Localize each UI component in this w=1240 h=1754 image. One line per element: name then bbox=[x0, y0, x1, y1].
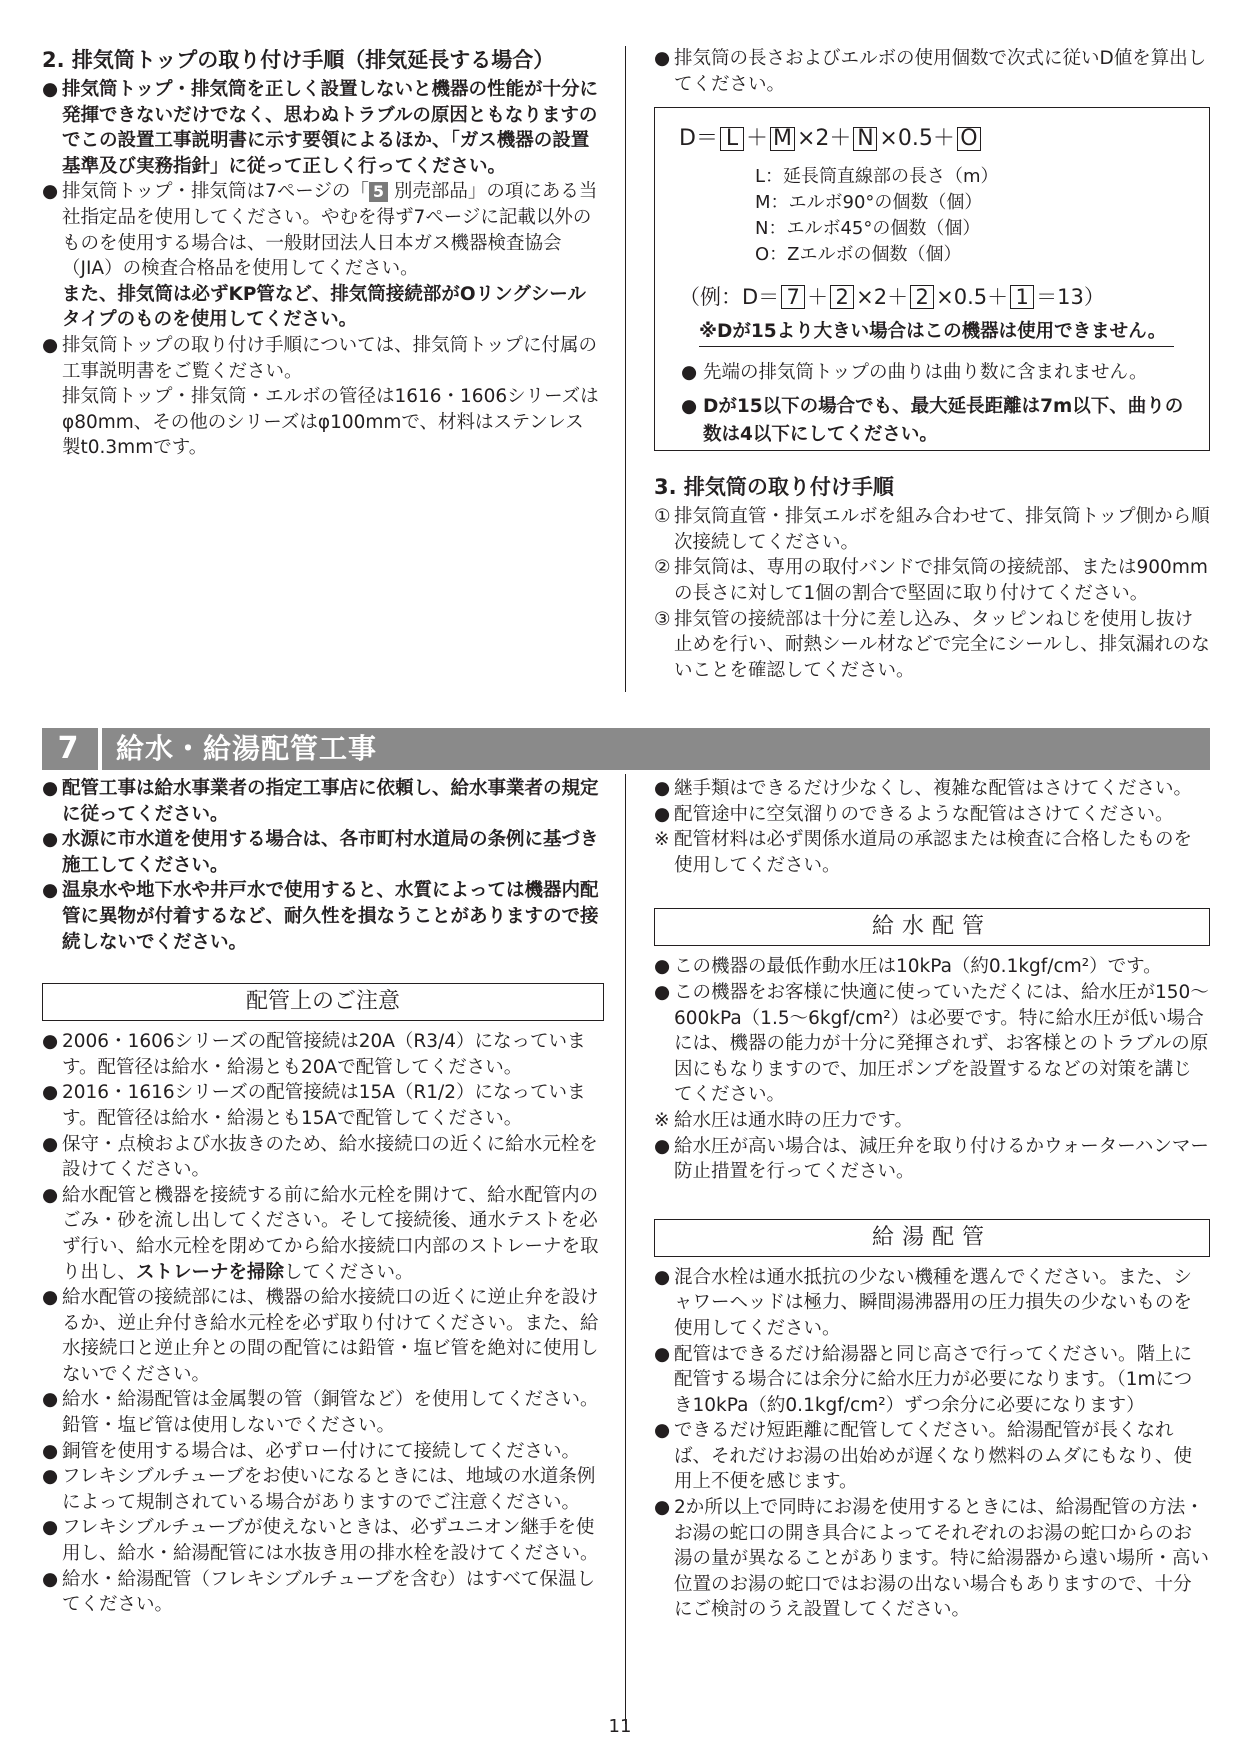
bullet-item: ● 排気筒トップ・排気筒を正しく設置しないと機器の性能が十分に発揮できないだけでなく、思わぬトラブルの原因ともなりますのでこの設置工事説明書に示す要領によるほか、「ガス機器の設置基準及び実務指針」に従って正しく行ってください。 bbox=[42, 79, 598, 177]
general-list bbox=[654, 776, 1210, 878]
bullet-item: ※ 配管材料は必ず関係水道局の承認または検査に合格したものを使用してください。 bbox=[654, 829, 1193, 876]
exhaust-top-section bbox=[42, 46, 602, 461]
m-box: M bbox=[770, 127, 795, 151]
section-7-header bbox=[42, 728, 1210, 770]
bullet-item: ● 排気筒トップの取り付け手順については、排気筒トップに付属の工事説明書をご覧ください。 bbox=[42, 334, 598, 382]
bullet-item: ● 温泉水や地下水や井戸水で使用すると、水質によっては機器内配管に異物が付着するなど、耐久性を損なうことがありますので接続しないでください。 bbox=[42, 880, 599, 953]
piping-notes-left bbox=[42, 776, 604, 1618]
d-limit-warning: ※Dが15より大きい場合はこの機器は使用できません。 bbox=[699, 318, 1174, 347]
section-heading-2: 2. 排気筒トップの取り付け手順（排気延長する場合） bbox=[42, 48, 555, 72]
section-5-badge: 5 bbox=[369, 182, 388, 202]
legend-o: O：Zエルボの個数（個） bbox=[755, 244, 962, 266]
bullet-item: ● この機器をお客様に快適に使っていただくには、給水圧が150〜600kPa（1.5〜6kgf/cm²）は必要です。特に給水圧が低い場合には、機器の能力が十分に発揮されず、お客様とのトラブルの原因にもなりますので、加圧ポンプを設置するなどの対策を講じてください。 bbox=[654, 981, 1209, 1106]
column-divider bbox=[625, 774, 626, 1724]
bullet-item: ● 2006・1606シリーズの配管接続は20A（R3/4）になっています。配管径は給水・給湯とも20Aで配管してください。 bbox=[42, 1031, 586, 1078]
column-divider bbox=[625, 46, 626, 692]
bullet-item: ● 配管はできるだけ給湯器と同じ高さで行ってください。階上に配管する場合には余分に給水圧力が必要になります。（1mにつき10kPa（約0.1kgf/cm²）ずつ余分に必要になります） bbox=[654, 1343, 1193, 1416]
bullet-item: ● フレキシブルチューブをお使いになるときには、地域の水道条例によって規制されている場合がありますのでご注意ください。 bbox=[42, 1466, 596, 1513]
formula-box bbox=[654, 107, 1210, 451]
bullet-item: ● 銅管を使用する場合は、必ずロー付けにて接続してください。 bbox=[42, 1440, 581, 1462]
d-value-formula: D＝ L ＋ M ×2＋ N ×0.5＋ O bbox=[679, 122, 1189, 156]
bullet-item: ● 給水・給湯配管は金属製の管（銅管など）を使用してください。鉛管・塩ビ管は使用しないでください。 bbox=[42, 1389, 599, 1437]
d-value-section bbox=[654, 46, 1210, 683]
legend-m: M：エルボ90°の個数（個） bbox=[755, 192, 983, 214]
steps-list bbox=[654, 504, 1210, 683]
caution-list bbox=[42, 1029, 604, 1183]
section-heading-3: 3. 排気筒の取り付け手順 bbox=[654, 475, 894, 500]
kp-pipe-note: また、排気筒は必ずKP管など、排気筒接続部がOリングシールタイプのものを使用してください。 bbox=[62, 283, 586, 331]
bullet-item: ● Dが15以下の場合でも、最大延長距離は7m以下、曲りの数は4以下にしてください。 bbox=[681, 396, 1184, 446]
l-box: L bbox=[720, 127, 744, 151]
bullet-item: ● 2か所以上で同時にお湯を使用するときには、給湯配管の方法・お湯の蛇口の開き具合によってそれぞれのお湯の蛇口からのお湯の量が異なることがあります。特に給湯器から遠い場所・高い位置のお湯の蛇口ではお湯の出ない場合もありますので、十分にご検討のうえ設置してください。 bbox=[654, 1497, 1210, 1621]
hot-water-title: 給湯配管 bbox=[654, 1219, 1210, 1257]
section-title: 給水・給湯配管工事 bbox=[116, 732, 378, 765]
strainer-item: ● 給水配管と機器を接続する前に給水元栓を開けて、給水配管内のごみ・砂を流し出してください。そして接続後、通水テストを必ず行い、給水元栓を閉めてから給水接続口内部のストレーナを取り出し、ストレーナを掃除してください。 bbox=[42, 1184, 599, 1283]
caution-title: 配管上のご注意 bbox=[42, 983, 604, 1021]
formula-example: （例：D＝ 7 ＋ 2 ×2＋ 2 ×0.5＋ 1 ＝13） bbox=[679, 285, 1105, 310]
bullet-item: ● 水源に市水道を使用する場合は、各市町村水道局の条例に基づき施工してください。 bbox=[42, 829, 599, 876]
bullet-item: ● 保守・点検および水抜きのため、給水接続口の近くに給水元栓を設けてください。 bbox=[42, 1133, 598, 1181]
o-box: O bbox=[957, 127, 981, 151]
bullet-item: ● 継手類はできるだけ少なくし、複雑な配管はさけてください。 bbox=[654, 778, 1193, 799]
bullet-item: ● 2016・1616シリーズの配管接続は15A（R1/2）になっています。配管径は給水・給湯とも15Aで配管してください。 bbox=[42, 1082, 586, 1129]
bullet-item: ※ 給水圧は通水時の圧力です。 bbox=[654, 1109, 914, 1131]
water-supply-list bbox=[654, 954, 1210, 1184]
bullet-item: ● 配管途中に空気溜りのできるような配管はさけてください。 bbox=[654, 803, 1174, 825]
hot-water-list bbox=[654, 1265, 1210, 1623]
bullet-item: ● 先端の排気筒トップの曲りは曲り数に含まれません。 bbox=[681, 362, 1148, 384]
page-number: 11 bbox=[608, 1716, 632, 1737]
piping-notes-right bbox=[654, 776, 1210, 1623]
bullet-item: ● 排気筒トップ・排気筒は7ページの「 5 別売部品」の項にある当社指定品を使用してください。やむを得ず7ページに記載以外のものを使用する場合は、一般財団法人日本ガス機器検査協会（JIA）の検査合格品を使用してください。 bbox=[42, 181, 598, 280]
n-box: N bbox=[853, 127, 877, 151]
bullet-item: ● できるだけ短距離に配管してください。給湯配管が長くなれば、それだけお湯の出始めが遅くなり燃料のムダにもなり、使用上不便を感じます。 bbox=[654, 1420, 1193, 1493]
bold-bullet-list bbox=[42, 776, 604, 955]
legend-n: N：エルボ45°の個数（個） bbox=[755, 218, 981, 240]
step-item: ③ 排気管の接続部は十分に差し込み、タッピンねじを使用し抜け止めを行い、耐熱シール材などで完全にシールし、排気漏れのないことを確認してください。 bbox=[654, 608, 1210, 681]
legend-l: L：延長筒直線部の長さ（m） bbox=[755, 166, 999, 188]
bullet-item: ● 給水圧が高い場合は、減圧弁を取り付けるかウォーターハンマー防止措置を行ってください。 bbox=[654, 1135, 1209, 1183]
water-supply-title: 給水配管 bbox=[654, 908, 1210, 946]
bullet-item: ● 混合水栓は通水抵抗の少ない機種を選んでください。また、シャワーヘッドは極力、瞬間湯沸器用の圧力損失の少ないものを使用してください。 bbox=[654, 1266, 1193, 1339]
bullet-item: ● 排気筒の長さおよびエルボの使用個数で次式に従いD値を算出してください。 bbox=[654, 48, 1207, 95]
step-item: ② 排気筒は、専用の取付バンドで排気筒の接続部、または900mmの長さに対して1個の割合で堅固に取り付けてください。 bbox=[654, 557, 1208, 604]
bullet-item: ● フレキシブルチューブが使えないときは、必ずユニオン継手を使用し、給水・給湯配管には水抜き用の排水栓を設けてください。 bbox=[42, 1517, 599, 1565]
bullet-item: ● この機器の最低作動水圧は10kPa（約0.1kgf/cm²）です。 bbox=[654, 956, 1162, 978]
bullet-item: ● 配管工事は給水事業者の指定工事店に依頼し、給水事業者の規定に従ってください。 bbox=[42, 778, 599, 825]
bullet-item: ● 給水・給湯配管（フレキシブルチューブを含む）はすべて保温してください。 bbox=[42, 1568, 595, 1616]
pipe-diameter-note: 排気筒トップ・排気筒・エルボの管径は1616・1606シリーズはφ80mm、その他のシリーズはφ100mmで、材料はステンレス製t0.3mmです。 bbox=[62, 386, 599, 459]
step-item: ① 排気筒直管・排気エルボを組み合わせて、排気筒トップ側から順次接続してください。 bbox=[654, 506, 1210, 553]
section-number: 7 bbox=[57, 731, 79, 766]
caution-list-2 bbox=[42, 1285, 604, 1618]
section-divider bbox=[98, 728, 102, 770]
bullet-item: ● 給水配管の接続部には、機器の給水接続口の近くに逆止弁を設けるか、逆止弁付き給水元栓を必ず取り付けてください。また、給水接続口と逆止弁との間の配管には鉛管・塩ビ管を絶対に使用しないでください。 bbox=[42, 1287, 599, 1385]
